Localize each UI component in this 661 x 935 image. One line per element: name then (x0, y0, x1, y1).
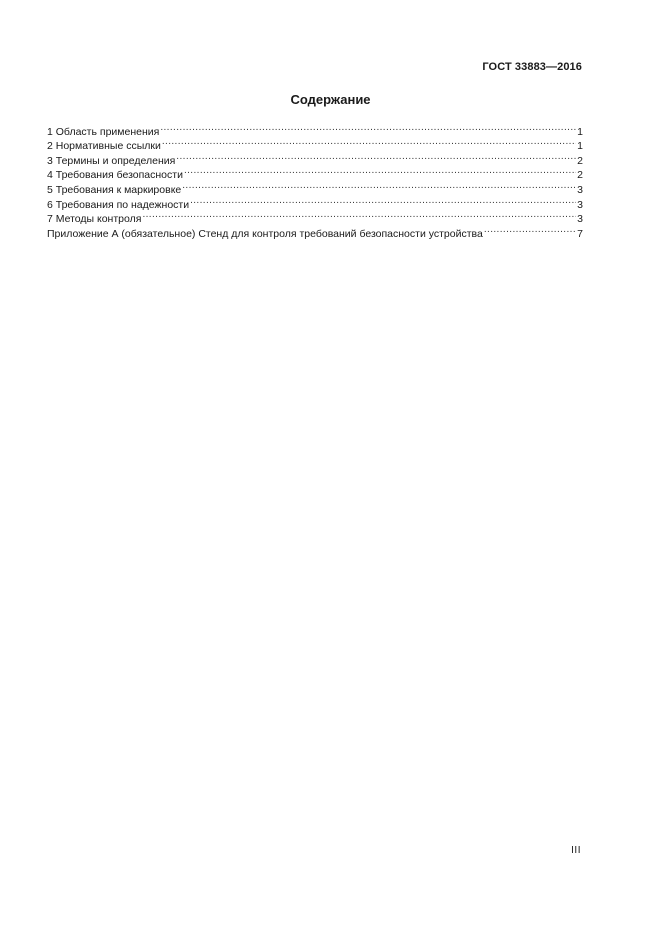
toc-entry-label: Приложение А (обязательное) Стенд для контроля требований безопасности устройства (47, 227, 483, 240)
toc-entry-label: 4 Требования безопасности (47, 169, 183, 182)
toc-entry-page: 1 (577, 140, 583, 153)
dot-leader (160, 120, 576, 135)
page-number: III (571, 845, 581, 856)
toc-entry-label: 6 Требования по надежности (47, 198, 190, 211)
toc-entry-page: 2 (577, 169, 583, 182)
toc-entry-page: 1 (577, 125, 583, 138)
dot-leader (190, 193, 576, 208)
dot-leader (162, 135, 576, 150)
toc-title: Содержание (290, 92, 371, 107)
toc-entry[interactable] (47, 120, 583, 138)
toc-entry-page: 3 (577, 198, 583, 211)
toc-entry-page: 2 (577, 154, 583, 167)
dot-leader (142, 208, 576, 223)
toc-entry-page: 3 (577, 213, 583, 226)
toc-entry-page: 3 (577, 183, 583, 196)
toc-entry-label: 2 Нормативные ссылки (47, 140, 161, 153)
toc-entry-label: 5 Требования к маркировке (47, 183, 182, 196)
toc-entry-label: 7 Методы контроля (47, 213, 142, 226)
dot-leader (182, 178, 576, 193)
standard-code-header: ГОСТ 33883—2016 (482, 61, 582, 73)
dot-leader (484, 222, 576, 237)
dot-leader (184, 164, 576, 179)
toc-entry-label: 1 Область применения (47, 125, 160, 138)
table-of-contents (47, 120, 583, 240)
toc-entry-label: 3 Термины и определения (47, 154, 176, 167)
dot-leader (176, 149, 576, 164)
toc-entry-page: 7 (577, 227, 583, 240)
